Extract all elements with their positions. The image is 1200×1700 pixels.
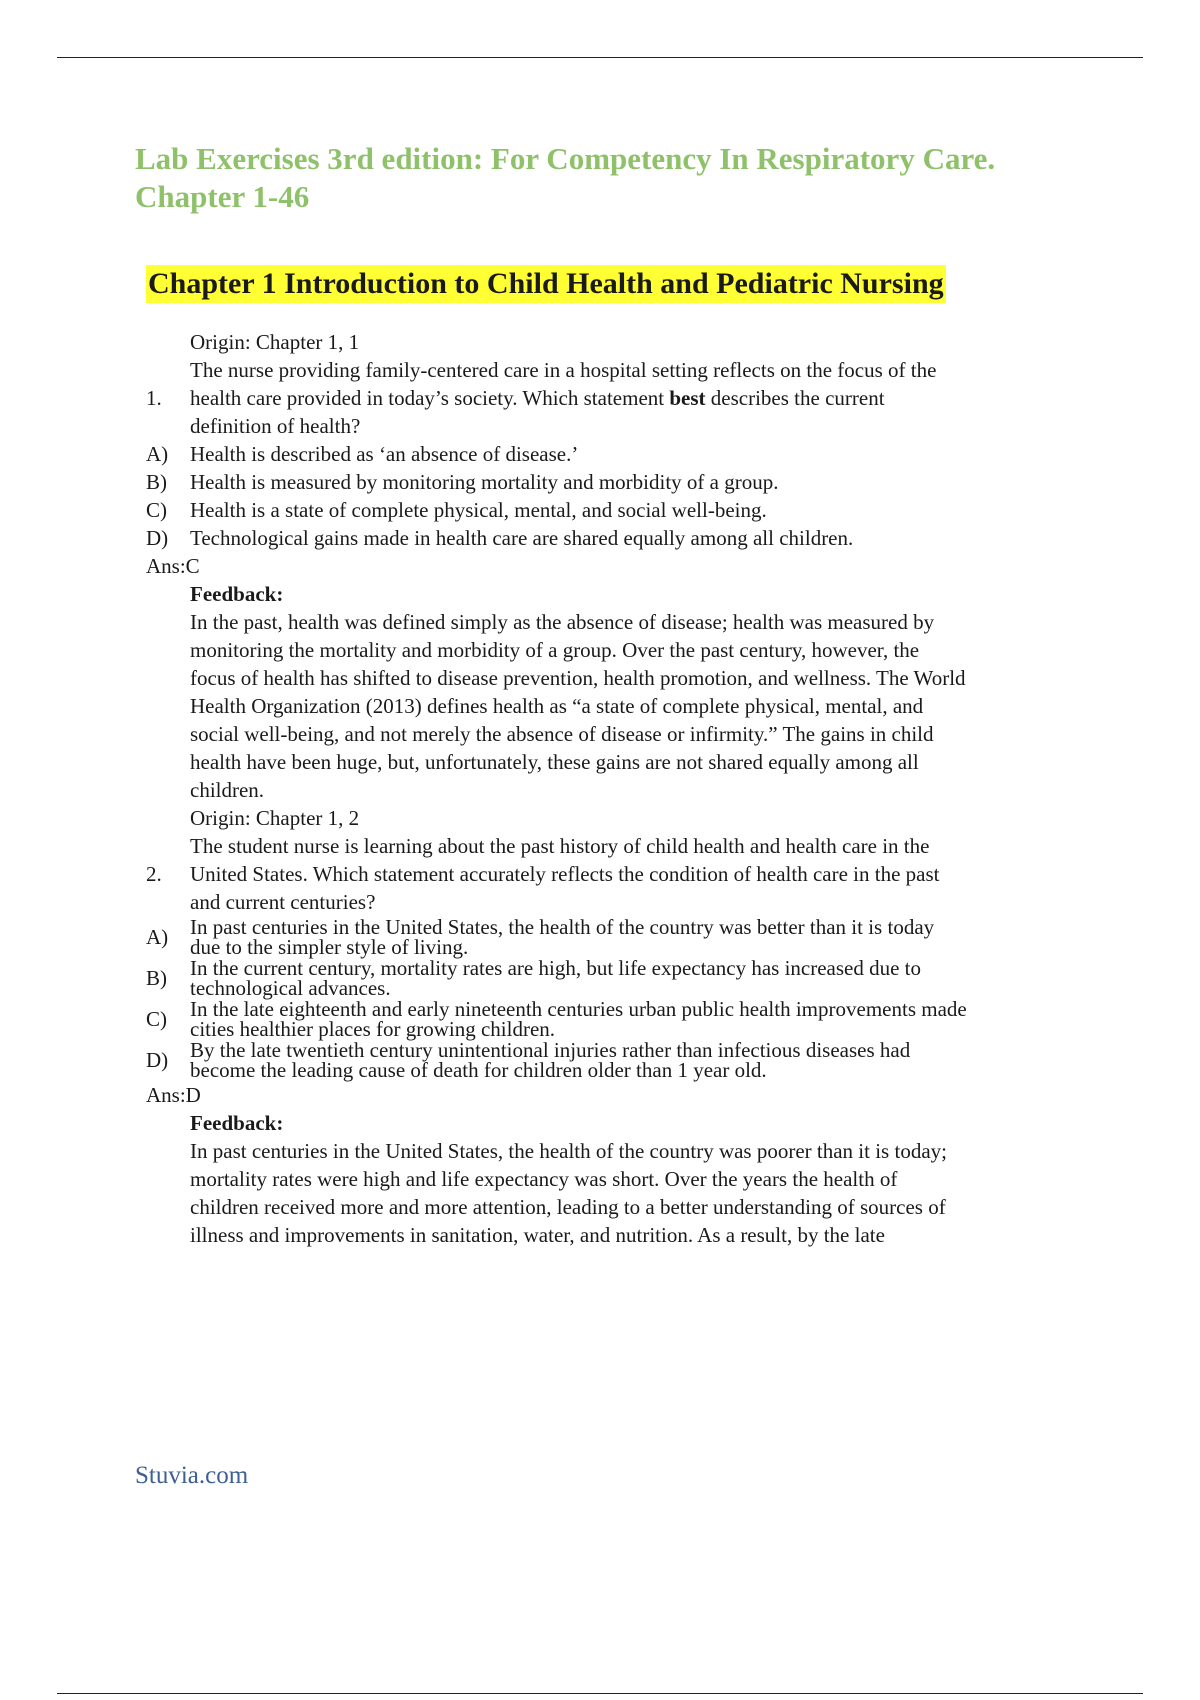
question-stem-text: describes the current <box>705 386 885 410</box>
question-stem-line <box>146 384 1096 412</box>
answer-option <box>146 958 1096 998</box>
answer-option <box>146 1040 1096 1080</box>
option-text-line: cities healthier places for growing children. <box>190 1017 556 1041</box>
question-stem-text: health care provided in today’s society. Which statement <box>190 386 670 410</box>
feedback-line: In the past, health was defined simply as the absence of disease; health was measured by <box>190 610 935 634</box>
option-text: Health is a state of complete physical, mental, and social well-being. <box>190 498 767 522</box>
option-text: Health is measured by monitoring mortality and morbidity of a group. <box>190 470 779 494</box>
option-label: C) <box>146 1007 167 1031</box>
option-text-line: In past centuries in the United States, the health of the country was better than it is today <box>190 915 935 939</box>
document-title <box>135 140 1095 216</box>
option-label: A) <box>146 925 169 949</box>
feedback-line: focus of health has shifted to disease prevention, health promotion, and wellness. The World <box>190 666 966 690</box>
feedback-line: health have been huge, but, unfortunately, these gains are not shared equally among all <box>190 750 919 774</box>
option-text-line: become the leading cause of death for children older than 1 year old. <box>190 1058 767 1082</box>
option-text-line: In the current century, mortality rates are high, but life expectancy has increased due to <box>190 956 922 980</box>
question-stem-line: definition of health? <box>190 414 361 438</box>
feedback-line: illness and improvements in sanitation, water, and nutrition. As a result, by the late <box>190 1223 885 1247</box>
option-text-line: technological advances. <box>190 976 391 1000</box>
option-label: D) <box>146 1048 169 1072</box>
option-text-line: By the late twentieth century unintentional injuries rather than infectious diseases had <box>190 1038 911 1062</box>
option-text: Technological gains made in health care are shared equally among all children. <box>190 526 854 550</box>
answer-option <box>146 496 1096 524</box>
answer-option <box>146 524 1096 552</box>
question-list <box>146 328 1096 1249</box>
question-stem-line <box>146 860 1096 888</box>
option-label: D) <box>146 526 169 550</box>
answer-option <box>146 917 1096 957</box>
feedback-line: mortality rates were high and life expectancy was short. Over the years the health of <box>190 1167 898 1191</box>
feedback-paragraph <box>146 608 1096 804</box>
answer-option <box>146 468 1096 496</box>
option-label: C) <box>146 498 167 522</box>
answer-key: Ans:D <box>146 1083 201 1107</box>
question-origin: Origin: Chapter 1, 1 <box>190 330 360 354</box>
feedback-label: Feedback: <box>190 582 284 606</box>
answer-option <box>146 999 1096 1039</box>
question-number: 2. <box>146 862 162 886</box>
feedback-line: social well-being, and not merely the absence of disease or infirmity.” The gains in child <box>190 722 934 746</box>
feedback-line: monitoring the mortality and morbidity of a group. Over the past century, however, the <box>190 638 920 662</box>
option-text <box>190 999 1096 1039</box>
bottom-rule <box>57 1693 1143 1694</box>
option-text-line: In the late eighteenth and early nineteenth centuries urban public health improvements made <box>190 997 967 1021</box>
question-stem-text: United States. Which statement accurately reflects the condition of health care in the past <box>190 862 940 886</box>
top-rule <box>57 57 1143 58</box>
option-text <box>190 958 1096 998</box>
question-origin: Origin: Chapter 1, 2 <box>190 806 360 830</box>
question-stem-line: The student nurse is learning about the past history of child health and health care in the <box>190 834 930 858</box>
option-text <box>190 1040 1096 1080</box>
question-number: 1. <box>146 386 162 410</box>
feedback-line: In past centuries in the United States, the health of the country was poorer than it is today; <box>190 1139 947 1163</box>
option-text-line: due to the simpler style of living. <box>190 935 469 959</box>
option-text <box>190 917 1096 957</box>
option-label: B) <box>146 470 167 494</box>
footer-brand-link[interactable]: Stuvia.com <box>135 1462 249 1489</box>
document-title-line-2: Chapter 1-46 <box>135 179 310 214</box>
feedback-line: children. <box>190 778 265 802</box>
question-stem-line: and current centuries? <box>190 890 376 914</box>
feedback-line: children received more and more attention, leading to a better understanding of sources of <box>190 1195 946 1219</box>
feedback-label: Feedback: <box>190 1111 284 1135</box>
option-label: A) <box>146 442 169 466</box>
question-stem-emphasis: best <box>669 386 706 410</box>
option-label: B) <box>146 966 167 990</box>
document-title-line-1: Lab Exercises 3rd edition: For Competency In Respiratory Care. <box>135 141 996 176</box>
answer-key: Ans:C <box>146 554 200 578</box>
answer-option <box>146 440 1096 468</box>
chapter-heading: Chapter 1 Introduction to Child Health and Pediatric Nursing <box>146 265 946 303</box>
question-stem-line: The nurse providing family-centered care in a hospital setting reflects on the focus of the <box>190 358 937 382</box>
feedback-paragraph <box>146 1137 1096 1249</box>
option-text: Health is described as ‘an absence of disease.’ <box>190 442 579 466</box>
feedback-line: Health Organization (2013) defines health as “a state of complete physical, mental, and <box>190 694 924 718</box>
